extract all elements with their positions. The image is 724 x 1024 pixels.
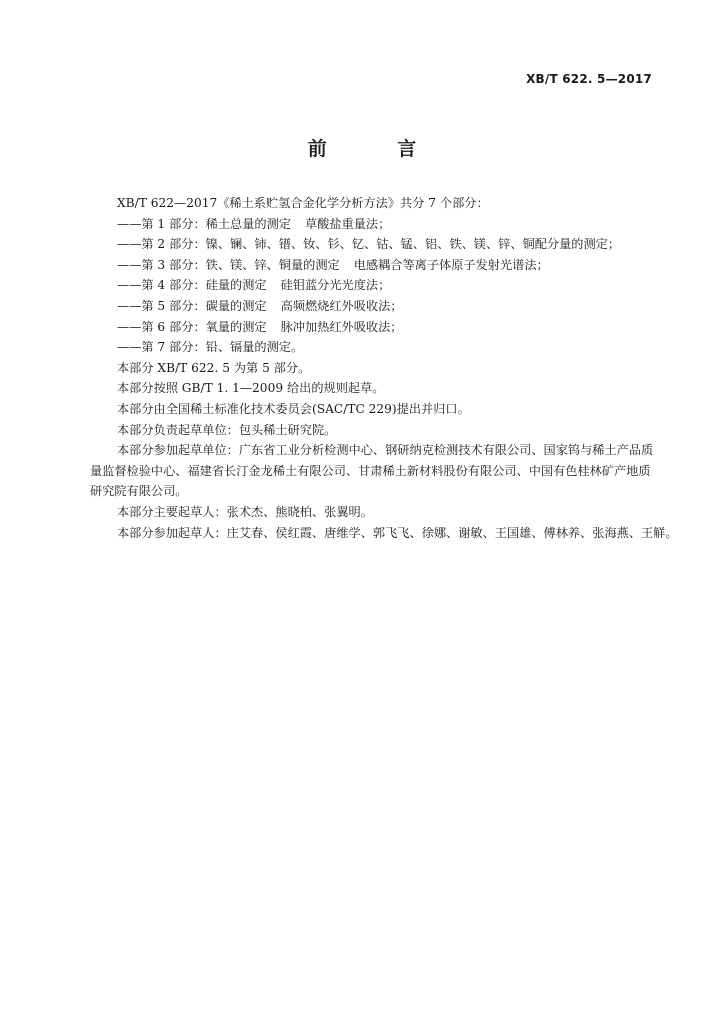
page-title: 前 言 xyxy=(307,138,449,160)
part-prefix: ——第 7 部分： xyxy=(117,340,206,355)
intro-line: XB/T 622—2017《稀土系贮氢合金化学分析方法》共分 7 个部分： xyxy=(117,196,489,210)
part-content: 碳量的测定 xyxy=(205,298,267,313)
standard-number: XB/T 622. 5—2017 xyxy=(526,72,652,86)
part-method: 脉冲加热红外吸收法； xyxy=(280,319,403,334)
part-content: 硅量的测定 xyxy=(205,278,267,293)
part-item xyxy=(90,214,656,235)
participating-drafters-statement: 本部分参加起草人：庄艾春、侯红霞、唐维学、郭飞飞、徐娜、谢敏、王国雄、傅林养、张海燕、王觧。 xyxy=(117,525,678,540)
participating-units-statement: 本部分参加起草单位：广东省工业分析检测中心、钢研纳克检测技术有限公司、国家钨与稀土产品质量监督检验中心、福建省长汀金龙稀土有限公司、甘肃稀土新材料股份有限公司、中国有色桂林矿产地质研究院有限公司。 xyxy=(90,443,654,499)
part-item xyxy=(90,255,656,276)
part-prefix: ——第 3 部分： xyxy=(117,257,206,272)
part-prefix: ——第 4 部分： xyxy=(117,278,206,293)
part-method: 草酸盐重量法； xyxy=(304,216,391,231)
part-content: 铁、镁、锌、铜量的测定 xyxy=(205,257,340,272)
part-item xyxy=(90,234,656,255)
part-content: 稀土总量的测定 xyxy=(205,216,291,231)
responsible-unit-statement: 本部分负责起草单位：包头稀土研究院。 xyxy=(117,422,337,437)
drafting-rules-statement: 本部分按照 GB/T 1. 1—2009 给出的规则起草。 xyxy=(117,381,385,396)
part-content: 镍、镧、铈、镨、钕、钐、钇、钴、锰、铝、铁、镁、锌、铜配分量的测定； xyxy=(205,237,621,252)
foreword-body xyxy=(90,193,678,543)
part-number-statement: 本部分 XB/T 622. 5 为第 5 部分。 xyxy=(117,360,311,375)
part-method: 硅钼蓝分光光度法； xyxy=(280,278,391,293)
part-prefix: ——第 5 部分： xyxy=(117,298,206,313)
part-item xyxy=(90,296,656,317)
proposed-by-statement: 本部分由全国稀土标准化技术委员会(SAC/TC 229)提出并归口。 xyxy=(117,401,470,416)
part-content: 氧量的测定 xyxy=(205,319,267,334)
part-content: 铅、镉量的测定。 xyxy=(205,340,304,355)
part-item xyxy=(90,317,656,338)
part-prefix: ——第 2 部分： xyxy=(117,237,206,252)
part-item xyxy=(90,337,656,358)
part-prefix: ——第 1 部分： xyxy=(117,216,206,231)
part-method: 电感耦合等离子体原子发射光谱法； xyxy=(353,257,549,272)
main-drafters-statement: 本部分主要起草人：张术杰、熊晓柏、张翼明。 xyxy=(117,504,373,519)
part-prefix: ——第 6 部分： xyxy=(117,319,206,334)
part-item xyxy=(90,275,656,296)
part-method: 高频燃烧红外吸收法； xyxy=(280,298,403,313)
